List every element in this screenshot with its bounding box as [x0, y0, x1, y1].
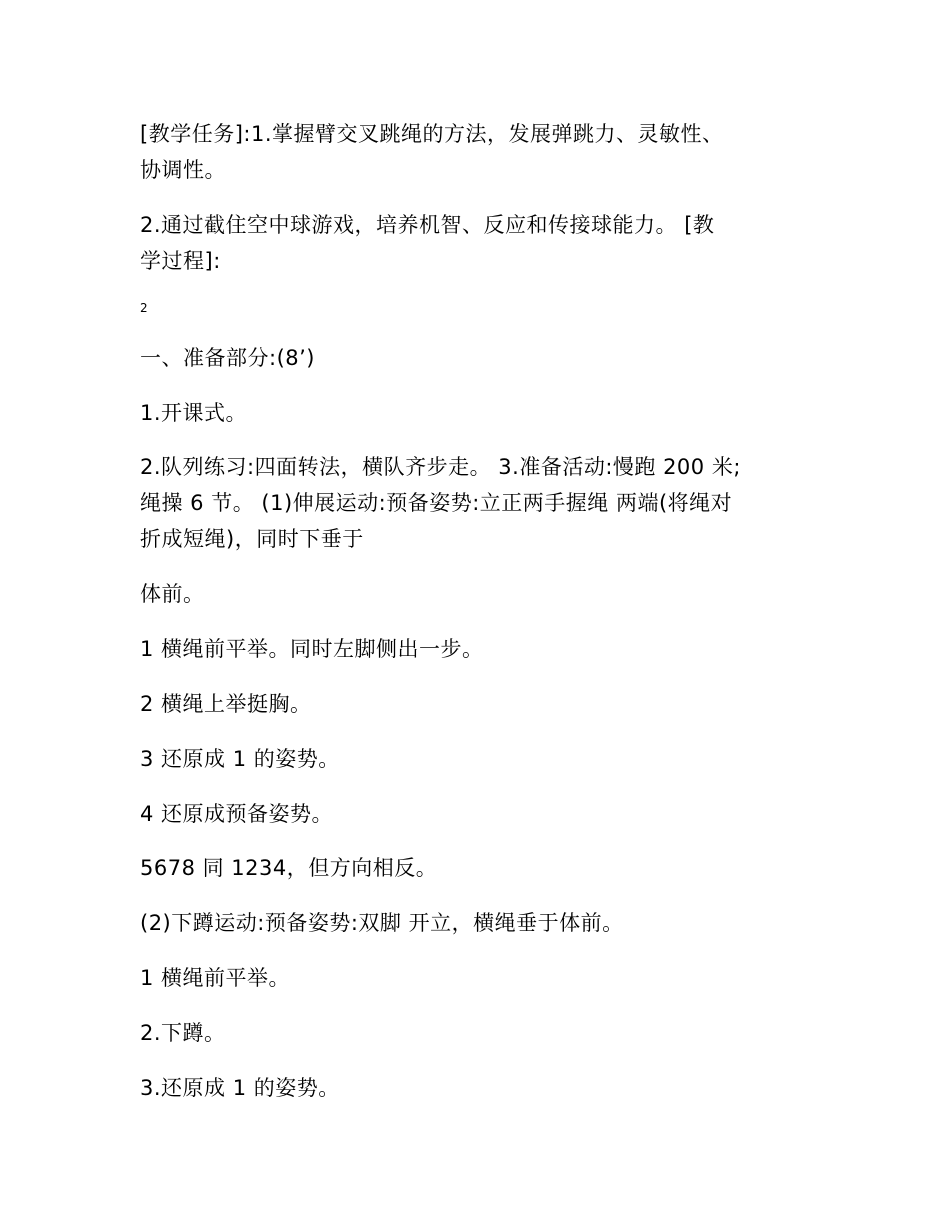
text-line-task-2-cont: 学过程]: [140, 249, 221, 273]
text-line-squat-step-2: 2.下蹲。 [140, 1021, 226, 1045]
text-line-step-1: 1 横绳前平举。同时左脚侧出一步。 [140, 637, 484, 661]
text-line-marker: 2 [140, 301, 148, 315]
section-heading-preparation: 一、准备部分:(8’) [140, 346, 315, 370]
text-line-opening: 1.开课式。 [140, 401, 248, 425]
text-line-teaching-task: [教学任务]:1.掌握臂交叉跳绳的方法，发展弹跳力、灵敏性、 [140, 122, 724, 146]
text-line-squat-step-1: 1 横绳前平举。 [140, 966, 291, 990]
text-line-rope-exercise: 绳操 6 节。 (1)伸展运动:预备姿势:立正两手握绳 两端(将绳对 [140, 491, 733, 515]
text-line-task-2: 2.通过截住空中球游戏，培养机智、反应和传接球能力。 [教 [140, 213, 715, 237]
text-line-step-4: 4 还原成预备姿势。 [140, 802, 334, 826]
text-line-step-2: 2 横绳上举挺胸。 [140, 692, 312, 716]
text-line-rope-exercise-cont: 折成短绳)，同时下垂于 [140, 527, 364, 551]
text-line-drill: 2.队列练习:四面转法，横队齐步走。 3.准备活动:慢跑 200 米; [140, 455, 741, 479]
text-line-squat-exercise: (2)下蹲运动:预备姿势:双脚 开立，横绳垂于体前。 [140, 911, 624, 935]
text-line-teaching-task-cont: 协调性。 [140, 158, 226, 182]
text-line-step-3: 3 还原成 1 的姿势。 [140, 747, 340, 771]
text-line-front: 体前。 [140, 582, 205, 606]
text-line-step-5678: 5678 同 1234，但方向相反。 [140, 856, 438, 880]
text-line-squat-step-3: 3.还原成 1 的姿势。 [140, 1076, 340, 1100]
